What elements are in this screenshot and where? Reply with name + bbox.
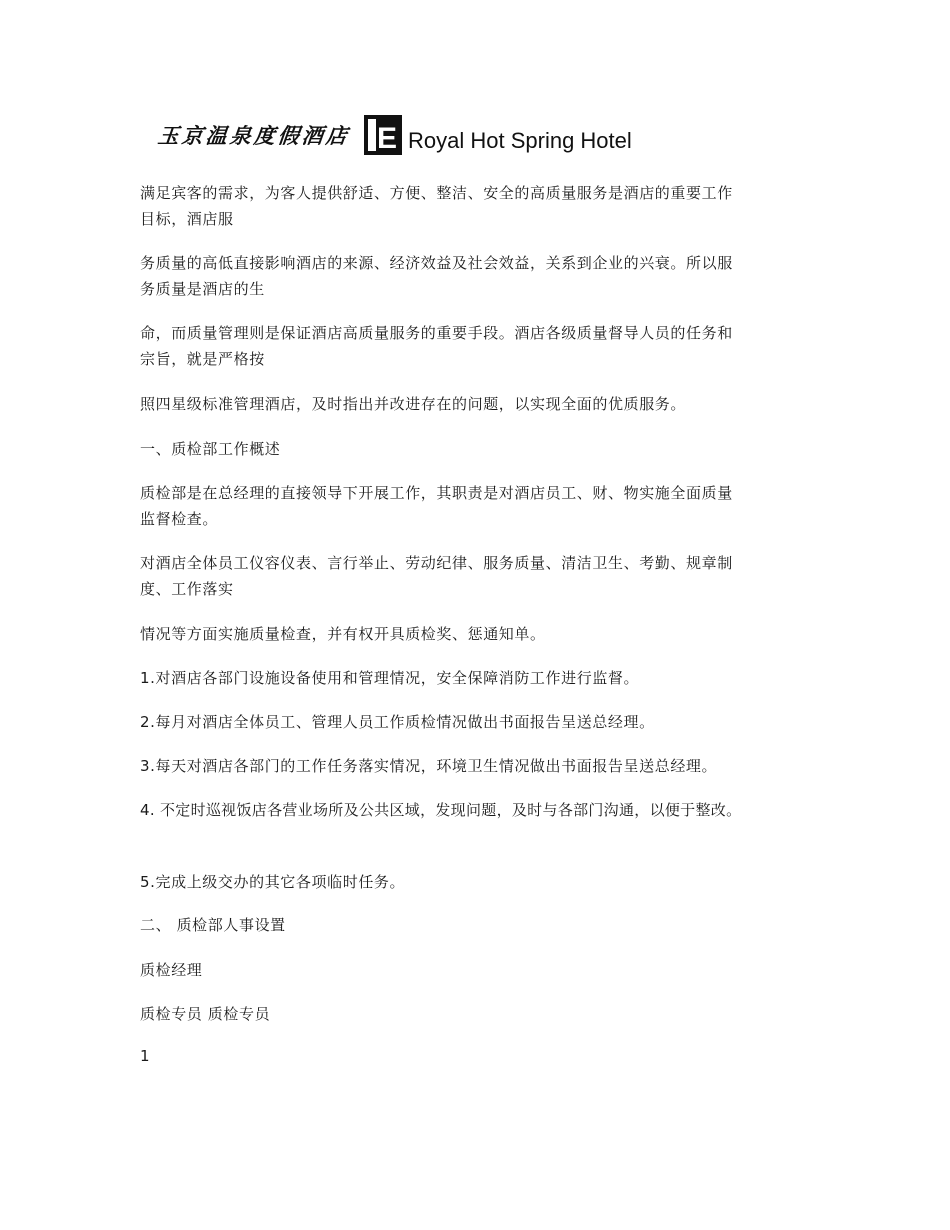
paragraph-line: 满足宾客的需求，为客人提供舒适、方便、整洁、安全的高质量服务是酒店的重要工作 xyxy=(140,184,733,202)
paragraph xyxy=(140,250,733,302)
paragraph xyxy=(140,320,733,372)
paragraph xyxy=(140,550,733,602)
list-item: 4. 不定时巡视饭店各营业场所及公共区域，发现问题，及时与各部门沟通，以便于整改。 xyxy=(140,801,742,819)
paragraph: 质检经理 xyxy=(140,961,203,979)
hotel-logo-header xyxy=(158,114,632,156)
list-item: 3.每天对酒店各部门的工作任务落实情况，环境卫生情况做出书面报告呈送总经理。 xyxy=(140,757,718,775)
paragraph-line: 宗旨，就是严格按 xyxy=(140,350,265,368)
paragraph-line: 度、工作落实 xyxy=(140,580,234,598)
paragraph-line: 命，而质量管理则是保证酒店高质量服务的重要手段。酒店各级质量督导人员的任务和 xyxy=(140,324,733,342)
page-number: 1 xyxy=(140,1047,150,1065)
hotel-logo-mark-icon xyxy=(364,115,402,155)
section-heading: 二、 质检部人事设置 xyxy=(140,916,286,934)
paragraph: 质检专员 质检专员 xyxy=(140,1005,271,1023)
paragraph-line: 务质量的高低直接影响酒店的来源、经济效益及社会效益，关系到企业的兴衰。所以服 xyxy=(140,254,733,272)
paragraph-line: 务质量是酒店的生 xyxy=(140,280,265,298)
hotel-name-chinese: 玉京温泉度假酒店 xyxy=(156,123,352,148)
paragraph-line: 目标，酒店服 xyxy=(140,210,234,228)
paragraph-line: 监督检查。 xyxy=(140,510,219,528)
hotel-name-english: Royal Hot Spring Hotel xyxy=(408,128,632,153)
paragraph xyxy=(140,180,733,232)
list-item: 5.完成上级交办的其它各项临时任务。 xyxy=(140,873,406,891)
list-item: 2.每月对酒店全体员工、管理人员工作质检情况做出书面报告呈送总经理。 xyxy=(140,713,655,731)
paragraph-line: 质检部是在总经理的直接领导下开展工作，其职责是对酒店员工、财、物实施全面质量 xyxy=(140,484,733,502)
paragraph: 照四星级标准管理酒店，及时指出并改进存在的问题，以实现全面的优质服务。 xyxy=(140,395,687,413)
paragraph-line: 对酒店全体员工仪容仪表、言行举止、劳动纪律、服务质量、清洁卫生、考勤、规章制 xyxy=(140,554,733,572)
paragraph: 情况等方面实施质量检查，并有权开具质检奖、惩通知单。 xyxy=(140,625,546,643)
paragraph xyxy=(140,480,733,532)
list-item: 1.对酒店各部门设施设备使用和管理情况，安全保障消防工作进行监督。 xyxy=(140,669,640,687)
logo-letter: E xyxy=(376,122,398,155)
section-heading: 一、质检部工作概述 xyxy=(140,440,281,458)
